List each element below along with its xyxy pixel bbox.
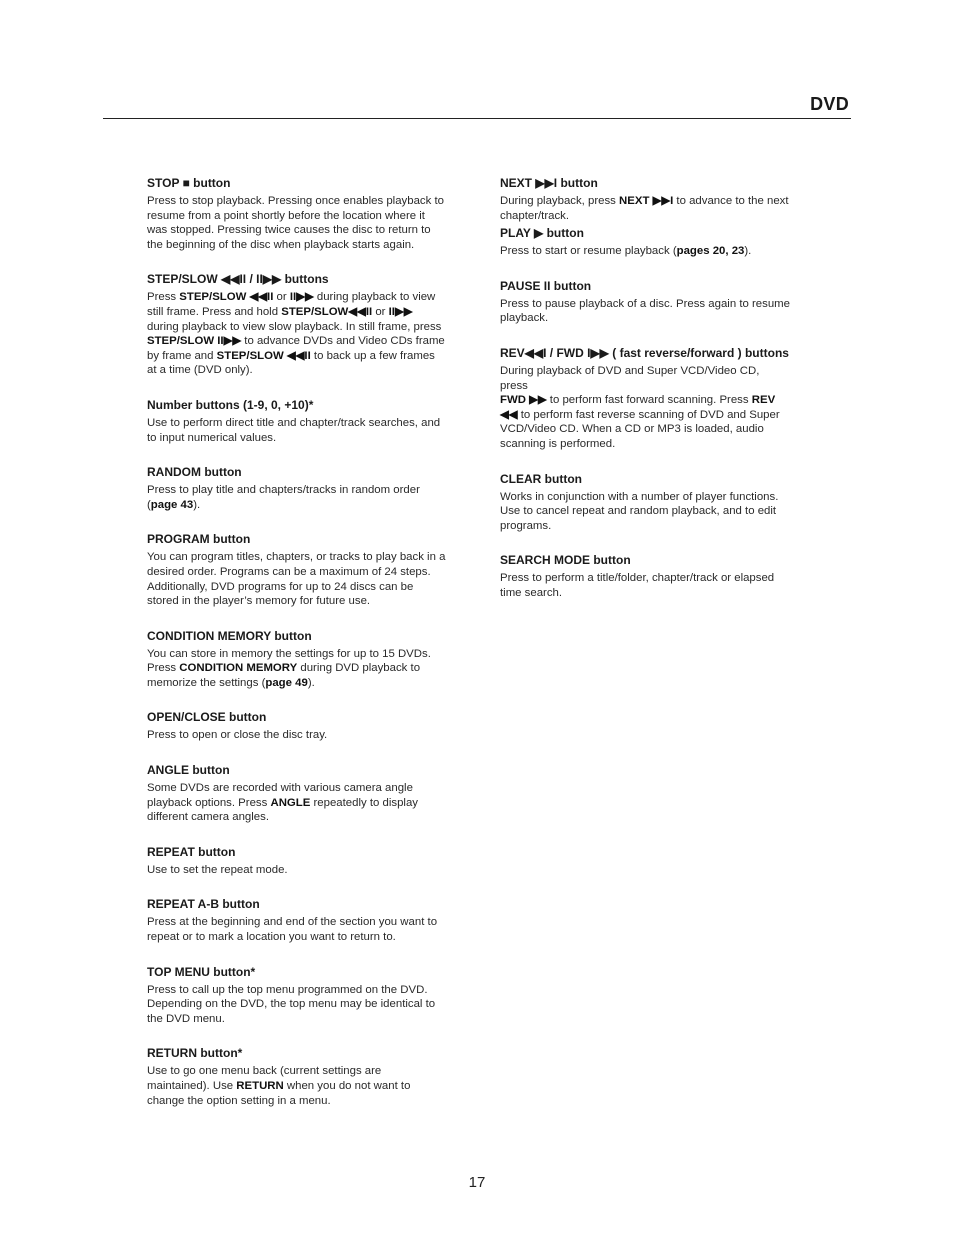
entry-title: STEP/SLOW ◀◀II / II▶▶ buttons xyxy=(147,272,329,287)
entry-description: Press to start or resume playback (pages 20, 23). xyxy=(500,245,752,258)
entry-title: PAUSE II button xyxy=(500,278,592,293)
emphasized-text: STEP/SLOW ◀◀II xyxy=(216,349,311,362)
emphasized-text: STEP/SLOW ◀◀II xyxy=(179,291,274,304)
entry-description: Press to stop playback. Pressing once enables playback to resume from a point shortly before the location where it was stopped. Pressing twice causes the disc to return to the beginning of the disc when playback starts again. xyxy=(147,195,444,251)
entry-title: NEXT ▶▶I button xyxy=(500,176,598,190)
left-column xyxy=(147,176,447,1128)
emphasized-text: II▶▶ xyxy=(289,291,314,304)
button-description-entry xyxy=(500,279,790,326)
entry-title: TOP MENU button* xyxy=(147,964,256,979)
button-description-entry xyxy=(147,965,447,1027)
emphasized-text: CONDITION MEMORY xyxy=(179,662,298,675)
entry-description: Press STEP/SLOW ◀◀II or II▶▶ during playback to view still frame. Press and hold STEP/SLOW◀◀II or II▶▶ during playback to view slow playback. In still frame, press STEP/SLOW II▶▶ to advance DVDs and Video CDs frame by frame and STEP/SLOW ◀◀II to back up a few frames at a time (DVD only). xyxy=(147,291,445,377)
entry-description: Press to call up the top menu programmed on the DVD. Depending on the DVD, the top menu may be identical to the DVD menu. xyxy=(147,983,436,1025)
emphasized-text: pages 20, 23 xyxy=(676,245,745,258)
button-description-entry xyxy=(500,346,790,452)
entry-description: Press to open or close the disc tray. xyxy=(147,729,328,742)
entry-title: RANDOM button xyxy=(147,465,242,480)
entry-description: Use to go one menu back (current settings are maintained). Use RETURN when you do not want to change the option setting in a menu. xyxy=(147,1065,411,1107)
button-description-entry xyxy=(147,897,447,944)
right-column xyxy=(500,176,790,621)
button-description-entry xyxy=(500,176,790,223)
button-description-entry xyxy=(147,629,447,691)
button-description-entry xyxy=(147,465,447,512)
header-rule xyxy=(103,118,851,119)
entry-description: Works in conjunction with a number of player functions. Use to cancel repeat and random playback, and to edit programs. xyxy=(500,490,779,532)
button-description-entry xyxy=(147,398,447,445)
button-description-entry xyxy=(147,845,447,878)
button-description-entry xyxy=(147,176,447,252)
emphasized-text: FWD ▶▶ xyxy=(500,394,547,407)
entry-title: RETURN button* xyxy=(147,1046,243,1061)
emphasized-text: NEXT ▶▶I xyxy=(619,195,674,207)
emphasized-text: page 49 xyxy=(265,676,308,689)
entry-title: SEARCH MODE button xyxy=(500,553,631,568)
emphasized-text: page 43 xyxy=(150,498,194,511)
entry-description: You can program titles, chapters, or tracks to play back in a desired order. Programs can be a maximum of 24 steps. Additionally, DVD programs for up to 24 discs can be stored in the player’s memory for future use. xyxy=(147,551,446,608)
entry-title: OPEN/CLOSE button xyxy=(147,710,267,725)
entry-title: PLAY ▶ button xyxy=(500,226,584,241)
emphasized-text: RETURN xyxy=(236,1080,284,1092)
button-description-entry xyxy=(147,1046,447,1108)
entry-description: Press to pause playback of a disc. Press again to resume playback. xyxy=(500,297,790,325)
emphasized-text: STEP/SLOW◀◀II xyxy=(281,305,373,318)
entry-title: CLEAR button xyxy=(500,471,582,486)
page-number: 17 xyxy=(468,1174,486,1191)
entry-description: During playback of DVD and Super VCD/Video CD, press FWD ▶▶ to perform fast forward scanning. Press REV ◀◀ to perform fast reverse scanning of DVD and Super VCD/Video CD. When a CD or MP3 is loaded, audio scanning is performed. xyxy=(500,364,780,450)
entry-description: During playback, press NEXT ▶▶I to advance to the next chapter/track. xyxy=(500,195,789,222)
entry-title: Number buttons (1-9, 0, +10)* xyxy=(147,397,314,412)
button-description-entry xyxy=(147,710,447,743)
entry-title: REPEAT A-B button xyxy=(147,897,260,912)
entry-description: Press to perform a title/folder, chapter/track or elapsed time search. xyxy=(500,572,775,599)
entry-title: REPEAT button xyxy=(147,844,236,859)
button-description-entry xyxy=(500,553,790,600)
button-description-entry xyxy=(147,532,447,608)
emphasized-text: REV ◀◀ xyxy=(500,394,776,421)
entry-description: You can store in memory the settings for up to 15 DVDs. Press CONDITION MEMORY during DVD playback to memorize the settings (page 49). xyxy=(147,647,431,689)
emphasized-text: II▶▶ xyxy=(388,305,413,318)
button-description-entry xyxy=(500,472,790,534)
emphasized-text: STEP/SLOW II▶▶ xyxy=(147,335,242,348)
entry-title: CONDITION MEMORY button xyxy=(147,628,312,643)
entry-title: ANGLE button xyxy=(147,763,230,778)
entry-description: Use to set the repeat mode. xyxy=(147,863,288,876)
entry-description: Use to perform direct title and chapter/track searches, and to input numerical values. xyxy=(147,416,441,444)
entry-description: Some DVDs are recorded with various camera angle playback options. Press ANGLE repeatedly to display different camera angles. xyxy=(147,782,418,824)
button-description-entry xyxy=(147,763,447,825)
section-title: DVD xyxy=(810,94,849,114)
entry-title: REV◀◀I / FWD I▶▶ ( fast reverse/forward ) buttons xyxy=(500,345,789,360)
button-description-entry xyxy=(500,226,790,259)
button-description-entry xyxy=(147,272,447,378)
entry-title: STOP ■ button xyxy=(147,176,231,190)
entry-title: PROGRAM button xyxy=(147,532,251,547)
entry-description: Press to play title and chapters/tracks in random order (page 43). xyxy=(147,484,420,511)
emphasized-text: ANGLE xyxy=(270,796,311,809)
entry-description: Press at the beginning and end of the section you want to repeat or to mark a location you want to return to. xyxy=(147,916,438,944)
